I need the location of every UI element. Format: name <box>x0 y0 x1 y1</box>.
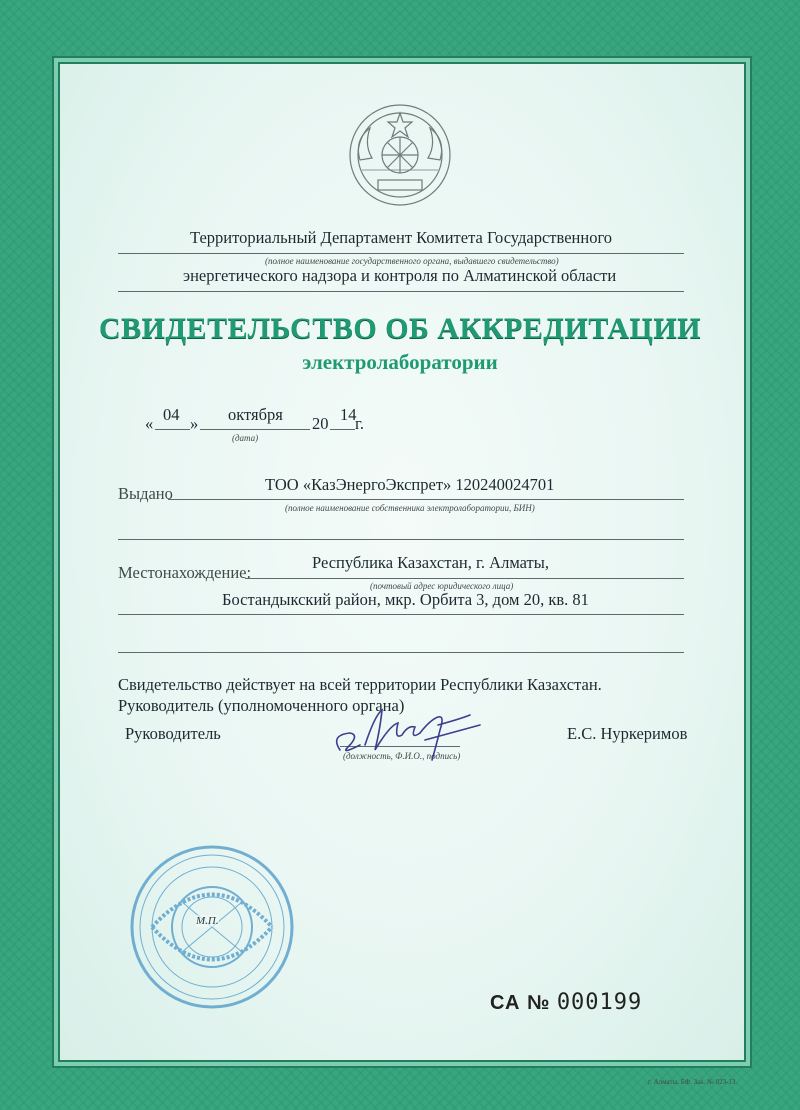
authority-rule-1 <box>118 253 684 254</box>
official-seal-icon <box>127 842 297 1012</box>
date-month: октября <box>228 405 283 424</box>
location-rule-3 <box>118 652 684 653</box>
issued-rule <box>168 499 684 500</box>
date-close-quote: » <box>190 414 199 433</box>
document-subtitle: электролаборатории <box>302 350 498 374</box>
stamp-label: М.П. <box>196 915 219 927</box>
issued-rule-2 <box>118 539 684 540</box>
issued-caption: (полное наименование собственника электролаборатории, БИН) <box>285 503 535 513</box>
date-year-unit: г. <box>355 414 365 433</box>
authority-line-2: энергетического надзора и контроля по Алматинской области <box>183 266 617 285</box>
location-value-2: Бостандыкский район, мкр. Орбита 3, дом 20, кв. 81 <box>222 590 589 609</box>
head-authority-line: Руководитель (уполномоченного органа) <box>118 696 405 715</box>
serial-number <box>490 990 642 1015</box>
handwritten-signature-icon <box>320 695 490 765</box>
location-value-1: Республика Казахстан, г. Алматы, <box>312 553 549 572</box>
location-rule-1 <box>245 578 684 579</box>
document-title: СВИДЕТЕЛЬСТВО ОБ АККРЕДИТАЦИИ <box>98 312 702 345</box>
authority-line-1: Территориальный Департамент Комитета Государственного <box>190 228 613 247</box>
date-year-suffix: 14 <box>340 405 357 424</box>
authority-caption: (полное наименование государственного органа, выдавшего свидетельство) <box>265 256 559 266</box>
date-month-rule <box>200 429 310 430</box>
signer-name: Е.С. Нуркеримов <box>567 724 688 743</box>
date-caption: (дата) <box>232 433 259 443</box>
authority-rule-2 <box>118 291 684 292</box>
validity-statement: Свидетельство действует на всей территории Республики Казахстан. <box>118 675 602 694</box>
state-emblem-icon <box>340 100 460 210</box>
issued-value: ТОО «КазЭнергоЭкспрет» 120240024701 <box>265 475 555 494</box>
date-year-prefix: 20 <box>312 414 329 433</box>
printer-note: г. Алматы. БФ. Зак. № 023-13. <box>648 1078 738 1086</box>
serial-number-sign: № <box>526 992 551 1014</box>
location-caption: (почтовый адрес юридического лица) <box>370 581 514 591</box>
date-day-rule <box>155 429 190 430</box>
signer-caption: (должность, Ф.И.О., подпись) <box>343 751 461 761</box>
location-label: Местонахождение: <box>118 563 252 582</box>
date-day: 04 <box>163 405 180 424</box>
issued-label: Выдано <box>118 484 173 503</box>
location-rule-2 <box>118 614 684 615</box>
date-open-quote: « <box>145 414 154 433</box>
signer-position: Руководитель <box>125 724 221 743</box>
serial-number-value: 000199 <box>556 990 643 1015</box>
serial-series: СА <box>490 992 521 1014</box>
date-year-rule <box>330 429 355 430</box>
